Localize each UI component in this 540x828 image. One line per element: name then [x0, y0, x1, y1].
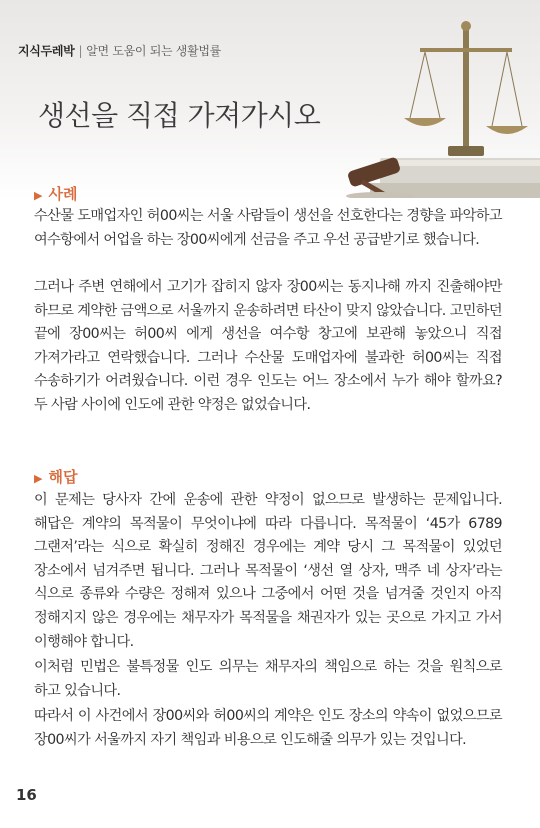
case-paragraph-2: 그러나 주변 연해에서 고기가 잡히지 않자 장00씨는 동지나해 까지 진출해야만 하므로 계약한 금액으로 서울까지 운송하려면 타산이 맞지 않았습니다. 고민하던 끝에 장00씨는 허00씨 에게 생선을 여수항 창고에 보관해 놓았으니 직접 가져가라고 연락했습니다. 그러나 수산물 도매업자에 불과한 허00씨는 직접 수송하기가 어려웠습니다. 이런 경우 인도는 어느 장소에서 누가 해야 할까요? 두 사람 사이에 인도에 관한 약정은 없었습니다.	[34, 279, 502, 413]
answer-paragraph-1: 이 문제는 당사자 간에 운송에 관한 약정이 없으므로 발생하는 문제입니다. 해답은 계약의 목적물이 무엇이냐에 따라 다릅니다. 목적물이 ‘45가 6789 그랜저’라는 식으로 확실히 정해진 경우에는 계약 당시 그 목적물이 있었던 장소에서 넘겨주면 됩니다. 그러나 목적물이 ‘생선 열 상자, 맥주 네 상자’라는 식으로 종류와 수량은 정해져 있으나 그중에서 어떤 것을 넘겨줄 것인지 아직 정해지지 않은 경우에는 채무자가 목적물을 채권자가 있는 곳으로 가지고 가서 이행해야 합니다.	[34, 492, 502, 650]
answer-paragraph-3: 따라서 이 사건에서 장00씨와 허00씨의 계약은 인도 장소의 약속이 없었으므로 장00씨가 서울까지 자기 책임과 비용으로 인도해줄 의무가 있는 것입니다.	[34, 708, 502, 748]
right-triangle-icon: ▶	[34, 189, 43, 202]
book-title: 알면 도움이 되는 생활법률	[86, 44, 221, 58]
chapter-title: 생선을 직접 가져가시오	[38, 99, 321, 132]
case-heading	[34, 183, 77, 204]
header-separator: |	[78, 44, 83, 58]
justice-scale-illustration	[330, 8, 540, 198]
series-name: 지식두레박	[18, 44, 75, 58]
case-paragraph-1: 수산물 도매업자인 허00씨는 서울 사람들이 생선을 선호한다는 경향을 파악하고 여수항에서 어업을 하는 장00씨에게 선금을 주고 우선 공급받기로 했습니다.	[34, 208, 502, 248]
case-heading-label: 사례	[48, 185, 78, 203]
page-number: 16	[16, 786, 37, 804]
answer-paragraph-2: 이처럼 민법은 불특정물 인도 의무는 채무자의 책임으로 하는 것을 원칙으로 하고 있습니다.	[34, 659, 502, 699]
running-header	[18, 42, 221, 59]
answer-heading	[34, 466, 77, 487]
answer-heading-label: 해답	[48, 468, 78, 486]
right-triangle-icon: ▶	[34, 472, 43, 485]
